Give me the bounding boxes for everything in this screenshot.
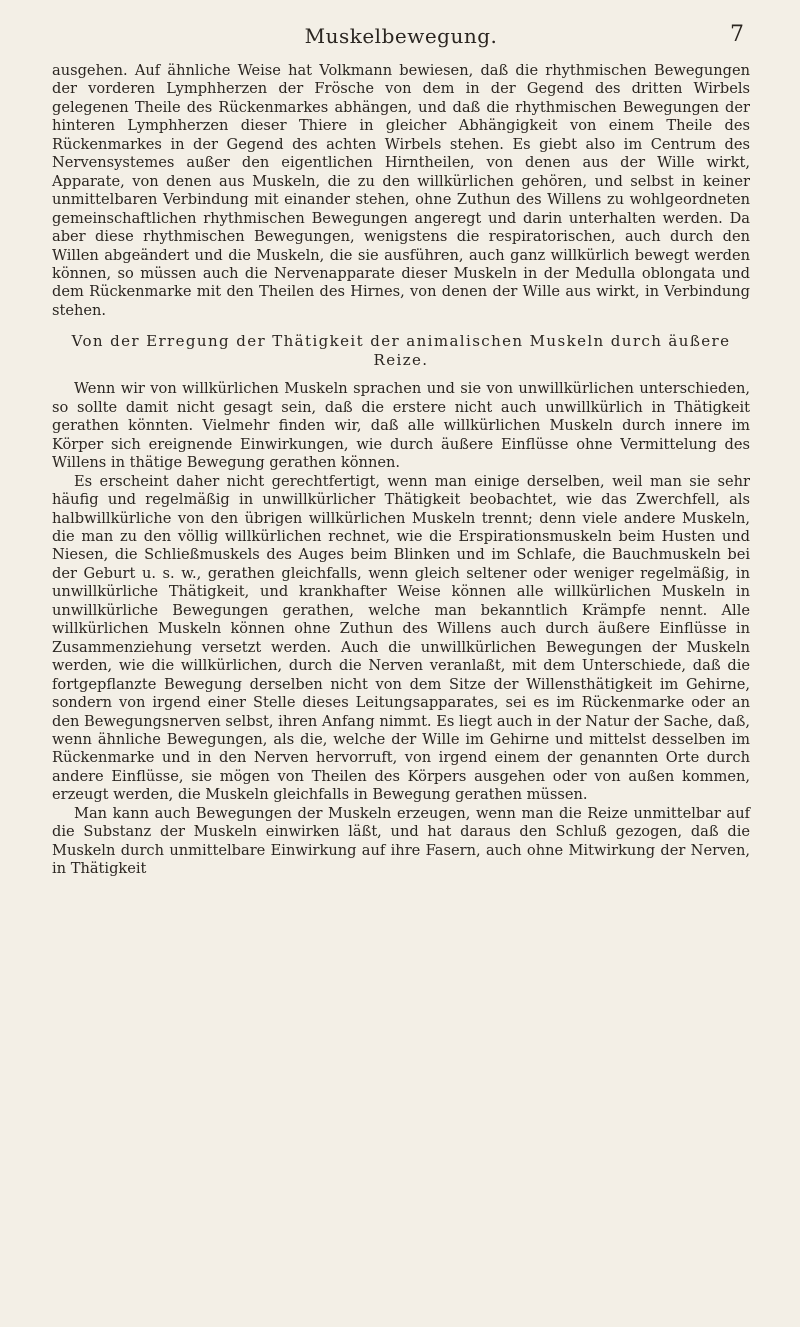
- section-heading: Von der Erregung der Thätigkeit der animalischen Muskeln durch äußere Reize.: [71, 332, 731, 370]
- body-text: [52, 62, 750, 879]
- page-number: 7: [730, 22, 744, 47]
- page-header: [52, 0, 750, 62]
- paragraph: ausgehen. Auf ähnliche Weise hat Volkmann bewiesen, daß die rhythmischen Bewegungen der vorderen Lymphherzen der Frösche von dem in der Gegend des dritten Wirbels gelegenen Theile des Rückenmarkes abhängen, und daß die rhythmischen Bewegungen der hinteren Lymphherzen dieser Thiere in gleicher Abhängigkeit von einem Theile des Rückenmarkes in der Gegend des achten Wirbels stehen. Es giebt also im Centrum des Nervensystemes außer den eigentlichen Hirntheilen, von denen aus der Wille wirkt, Apparate, von denen aus Muskeln, die zu den willkürlichen gehören, und selbst in keiner unmittelbaren Verbindung mit einander stehen, ohne Zuthun des Willens zu wohlgeordneten gemeinschaftlichen rhythmischen Bewegungen angeregt und darin unterhalten werden. Da aber diese rhythmischen Bewegungen, wenigstens die respiratorischen, auch durch den Willen abgeändert und die Muskeln, die sie ausführen, auch ganz willkürlich bewegt werden können, so müssen auch die Nervenapparate dieser Muskeln in der Medulla oblongata und dem Rückenmarke mit den Theilen des Hirnes, von denen der Wille aus wirkt, in Verbindung stehen.: [52, 62, 750, 319]
- running-title: Muskelbewegung.: [304, 24, 498, 48]
- paragraph: Man kann auch Bewegungen der Muskeln erzeugen, wenn man die Reize unmittelbar auf die Substanz der Muskeln einwirken läßt, und hat daraus den Schluß gezogen, daß die Muskeln durch unmittelbare Einwirkung auf ihre Fasern, auch ohne Mitwirkung der Nerven, in Thätigkeit: [52, 804, 750, 878]
- paragraph: Wenn wir von willkürlichen Muskeln sprachen und sie von unwillkürlichen unterschieden, so sollte damit nicht gesagt sein, daß die erstere nicht auch unwillkürlich in Thätigkeit gerathen könnten. Vielmehr finden wir, daß alle willkürlichen Muskeln durch innere im Körper sich ereignende Einwirkungen, wie durch äußere Einflüsse ohne Vermittelung des Willens in thätige Bewegung gerathen können.: [52, 380, 750, 472]
- paragraph: Es erscheint daher nicht gerechtfertigt, wenn man einige derselben, weil man sie sehr häufig und regelmäßig in unwillkürlicher Thätigkeit beobachtet, wie das Zwerchfell, als halbwillkürliche von den übrigen willkürlichen Muskeln trennt; denn viele andere Muskeln, die man zu den völlig willkürlichen rechnet, wie die Erspirationsmuskeln beim Husten und Niesen, die Schließmuskels des Auges beim Blinken und im Schlafe, die Bauchmuskeln bei der Geburt u. s. w., gerathen gleichfalls, wenn gleich seltener oder weniger regelmäßig, in unwillkürliche Thätigkeit, und krankhafter Weise können alle willkürlichen Muskeln in unwillkürliche Bewegungen gerathen, welche man bekanntlich Krämpfe nennt. Alle willkürlichen Muskeln können ohne Zuthun des Willens auch durch äußere Einflüsse in Zusammenziehung versetzt werden. Auch die unwillkürlichen Bewegungen der Muskeln werden, wie die willkürlichen, durch die Nerven veranlaßt, mit dem Unterschiede, daß die fortgepflanzte Bewegung derselben nicht von dem Sitze der Willensthätigkeit im Gehirne, sondern von irgend einer Stelle dieses Leitungsapparates, sei es im Rückenmarke oder an den Bewegungsnerven selbst, ihren Anfang nimmt. Es liegt auch in der Natur der Sache, daß, wenn ähnliche Bewegungen, als die, welche der Wille im Gehirne und mittelst desselben im Rückenmarke und in den Nerven hervorruft, von irgend einem der genannten Orte durch andere Einflüsse, sie mögen von Theilen des Körpers ausgehen oder von außen kommen, erzeugt werden, die Muskeln gleichfalls in Bewegung gerathen müssen.: [52, 472, 750, 804]
